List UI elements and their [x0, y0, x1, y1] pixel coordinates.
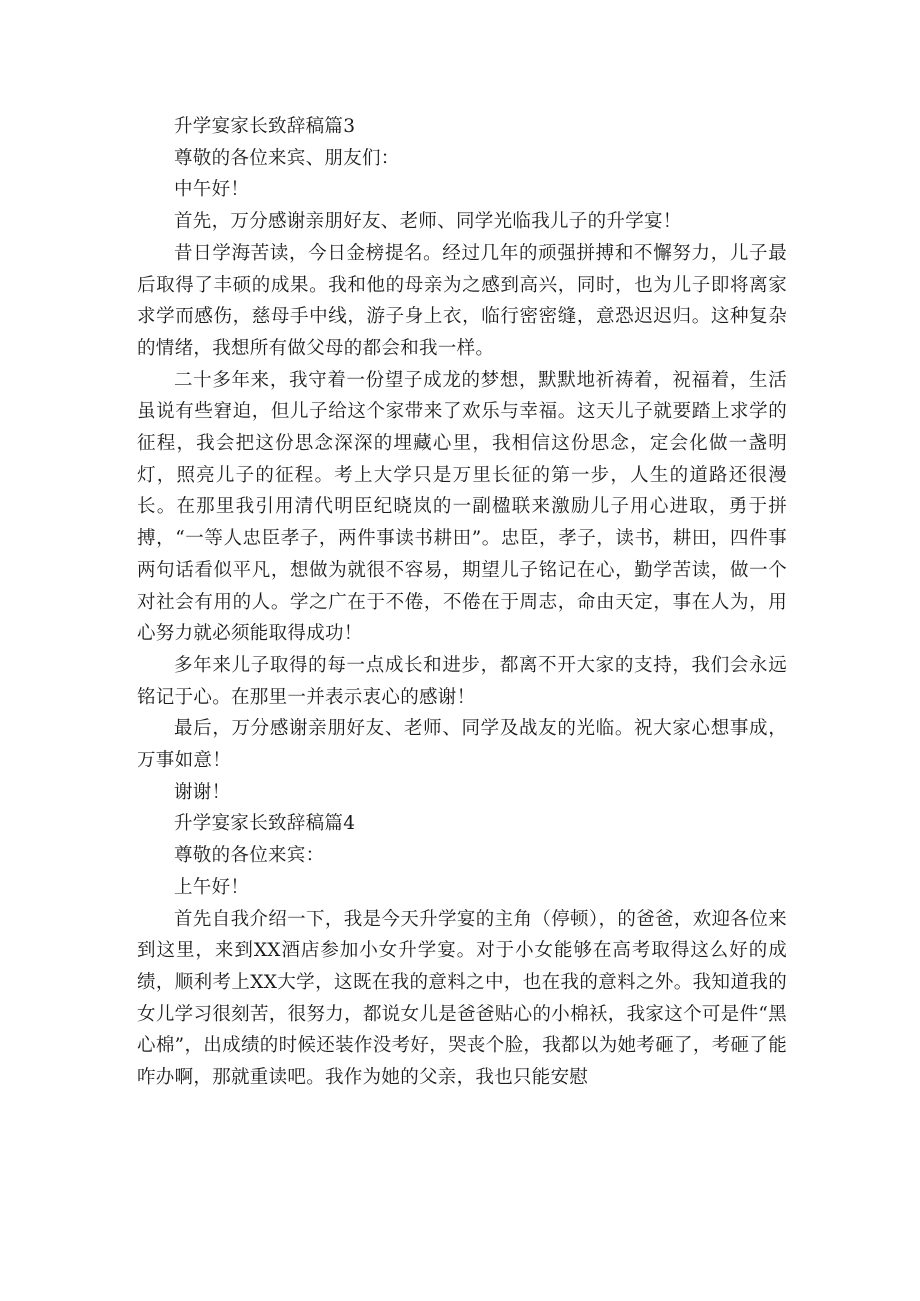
paragraph: 首先自我介绍一下，我是今天升学宴的主角（停顿），的爸爸，欢迎各位来到这里，来到XX酒店参加小女升学宴。对于小女能够在高考取得这么好的成绩，顺利考上XX大学，这既在我的意料之中，也在我的意料之外。我知道我的女儿学习很刻苦，很努力，都说女儿是爸爸贴心的小棉袄，我家这个可是件“黑心棉”，出成绩的时候还装作没考好，哭丧个脸，我都以为她考砸了，考砸了能咋办啊，那就重读吧。我作为她的父亲，我也只能安慰 [137, 908, 787, 1089]
paragraph: 昔日学海苦读，今日金榜提名。经过几年的顽强拼搏和不懈努力，儿子最后取得了丰硕的成果。我和他的母亲为之感到高兴，同时，也为儿子即将离家求学而感伤，慈母手中线，游子身上衣，临行密密缝，意恐迟迟归。这种复杂的情绪，我想所有做父母的都会和我一样。 [137, 242, 787, 359]
greeting: 上午好！ [174, 876, 250, 898]
paragraph: 最后，万分感谢亲朋好友、老师、同学及战友的光临。祝大家心想事成，万事如意！ [137, 718, 787, 772]
section-title: 升学宴家长致辞稿篇4 [174, 813, 356, 835]
section-title: 升学宴家长致辞稿篇3 [174, 116, 356, 137]
salutation: 尊敬的各位来宾、朋友们： [174, 147, 400, 169]
paragraph: 多年来儿子取得的每一点成长和进步，都离不开大家的支持，我们会永远铭记于心。在那里一并表示衷心的感谢！ [137, 654, 787, 708]
paragraph: 首先，万分感谢亲朋好友、老师、同学光临我儿子的升学宴！ [174, 211, 682, 233]
document-page [137, 111, 787, 1094]
paragraph: 二十多年来，我守着一份望子成龙的梦想，默默地祈祷着，祝福着，生活虽说有些窘迫，但儿子给这个家带来了欢乐与幸福。这天儿子就要踏上求学的征程，我会把这份思念深深的埋藏心里，我相信这份思念，定会化做一盏明灯，照亮儿子的征程。考上大学只是万里长征的第一步，人生的道路还很漫长。在那里我引用清代明臣纪晓岚的一副楹联来激励儿子用心进取，勇于拼搏，“一等人忠臣孝子，两件事读书耕田”。忠臣，孝子，读书，耕田，四件事两句话看似平凡，想做为就很不容易，期望儿子铭记在心，勤学苦读，做一个对社会有用的人。学之广在于不倦，不倦在于周志，命由天定，事在人为，用心努力就必须能取得成功！ [137, 369, 787, 645]
salutation: 尊敬的各位来宾： [174, 845, 325, 867]
greeting: 中午好！ [174, 179, 250, 201]
closing: 谢谢！ [174, 781, 231, 803]
